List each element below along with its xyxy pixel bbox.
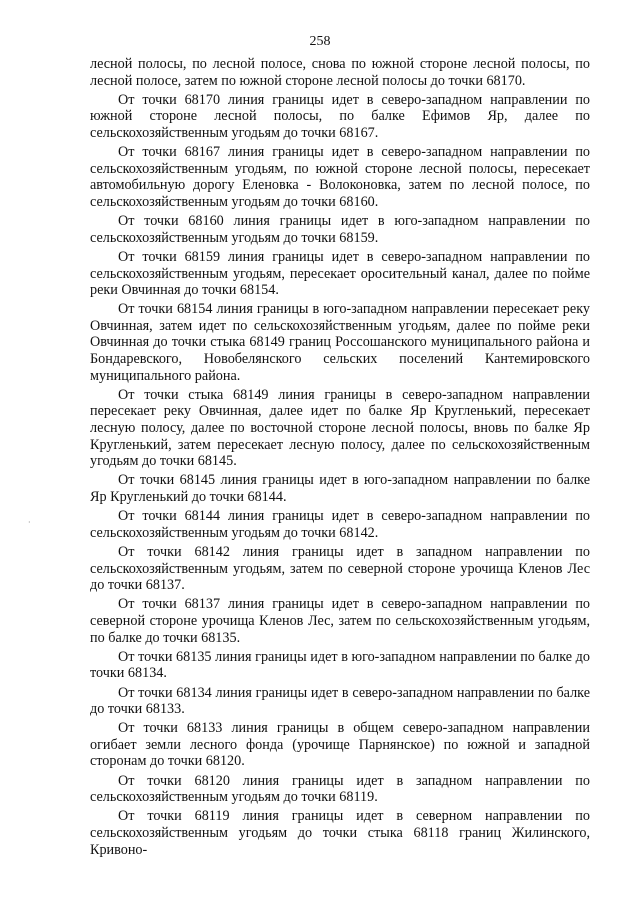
paragraph: От точки 68170 линия границы идет в северо-западном направлении по южной стороне лесной полосы, по балке Ефимов Яр, далее по сельскохозяйственным угодьям до точки 68167. <box>90 91 590 141</box>
paragraph: От точки 68134 линия границы идет в северо-западном направлении по балке до точки 68133. <box>90 684 590 718</box>
paragraph: От точки 68137 линия границы идет в северо-западном направлении по северной стороне урочища Кленов Лес, затем по сельскохозяйственным угодьям, по балке до точки 68135. <box>90 596 590 646</box>
paragraph: От точки 68120 линия границы идет в западном направлении по сельскохозяйственным угодьям до точки 68119. <box>90 772 590 806</box>
paragraph: От точки 68144 линия границы идет в северо-западном направлении по сельскохозяйственным угодьям до точки 68142. <box>90 508 590 541</box>
document-body <box>90 56 590 861</box>
paragraph: От точки 68119 линия границы идет в северном направлении по сельскохозяйственным угодьям до точки стыка 68118 границ Жилинского, Кривоно- <box>90 808 590 858</box>
page-number: 258 <box>309 34 331 49</box>
paragraph: От точки 68160 линия границы идет в юго-западном направлении по сельскохозяйственным угодьям до точки 68159. <box>90 213 590 246</box>
paragraph-continuation: лесной полосы, по лесной полосе, снова по южной стороне лесной полосы, по лесной полосе, затем по южной стороне лесной полосы до точки 68170. <box>90 56 590 89</box>
paragraph: От точки 68159 линия границы идет в северо-западном направлении по сельскохозяйственным угодьям, пересекает оросительный канал, далее по пойме реки Овчинная до точки 68154. <box>90 248 590 299</box>
paragraph: От точки 68154 линия границы в юго-западном направлении пересекает реку Овчинная, затем идет по сельскохозяйственным угодьям, далее по пойме реки Овчинная до точки стыка 68149 границ Россошанского муниципального района и Бондаревского, Новобелянского сельских поселений Кантемировского муниципального района. <box>90 301 590 384</box>
paragraph: От точки 68133 линия границы в общем северо-западном направлении огибает земли лесного фонда (урочище Парнянское) по южной и западной сторонам до точки 68120. <box>90 720 590 770</box>
paragraph: От точки 68142 линия границы идет в западном направлении по сельскохозяйственным угодьям, затем по северной стороне урочища Кленов Лес до точки 68137. <box>90 543 590 594</box>
paragraph: От точки 68135 линия границы идет в юго-западном направлении по балке до точки 68134. <box>90 648 590 682</box>
paragraph: От точки 68167 линия границы идет в северо-западном направлении по сельскохозяйственным угодьям, по южной стороне лесной полосы, пересекает автомобильную дорогу Еленовка - Волоконовка, затем по лесной полосе, по сельскохозяйственным угодьям до точки 68160. <box>90 144 590 210</box>
paragraph: От точки 68145 линия границы идет в юго-западном направлении по балке Яр Кругленький до точки 68144. <box>90 472 590 505</box>
margin-dot-mark: · <box>28 518 31 527</box>
paragraph: От точки стыка 68149 линия границы в северо-западном направлении пересекает реку Овчинная, далее идет по балке Яр Кругленький, пересекает лесную полосу, далее по восточной стороне лесной полосы, вновь по балке Яр Кругленький, затем пересекает лесную полосу, далее по сельскохозяйственным угодьям до точки 68145. <box>90 386 590 470</box>
